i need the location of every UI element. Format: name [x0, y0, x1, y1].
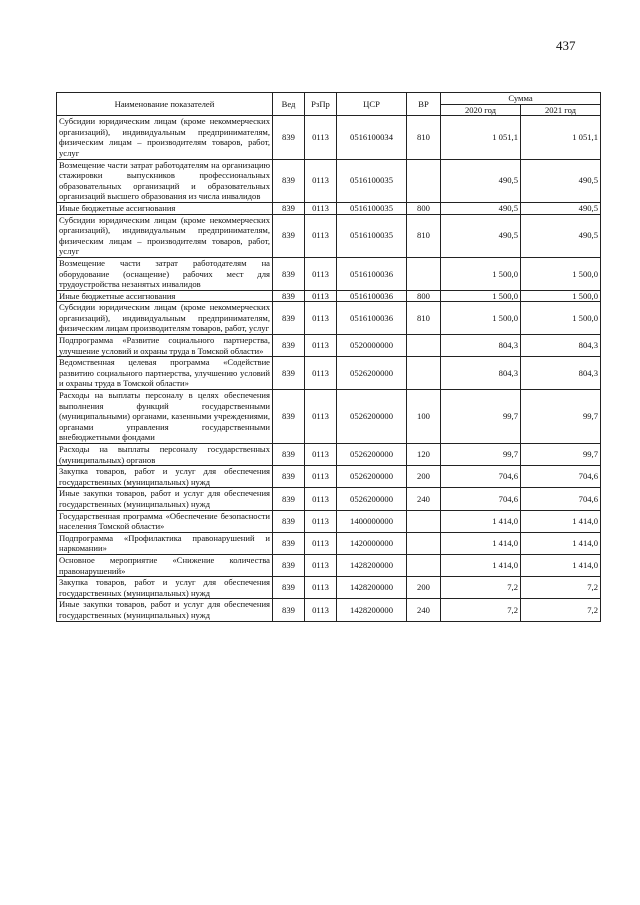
cell-2020: 1 414,0	[441, 532, 521, 554]
cell-ved: 839	[273, 257, 305, 290]
cell-2020: 99,7	[441, 390, 521, 444]
cell-csr: 0516100036	[337, 290, 407, 302]
cell-csr: 0526200000	[337, 390, 407, 444]
cell-rzpr: 0113	[305, 510, 337, 532]
cell-2021: 1 500,0	[521, 302, 601, 335]
cell-vr: 810	[407, 116, 441, 159]
cell-2020: 1 051,1	[441, 116, 521, 159]
cell-csr: 0516100035	[337, 159, 407, 202]
header-ved: Вед	[273, 93, 305, 116]
table-row	[57, 116, 601, 159]
cell-rzpr: 0113	[305, 357, 337, 390]
cell-ved: 839	[273, 335, 305, 357]
cell-name: Ведомственная целевая программа «Содействие развитию социального партнерства, улучшению условий и охраны труда в Томской области»	[57, 357, 273, 390]
cell-csr: 0516100035	[337, 202, 407, 214]
cell-2020: 804,3	[441, 357, 521, 390]
header-csr: ЦСР	[337, 93, 407, 116]
cell-rzpr: 0113	[305, 302, 337, 335]
cell-rzpr: 0113	[305, 488, 337, 510]
cell-vr: 200	[407, 577, 441, 599]
cell-2021: 1 500,0	[521, 257, 601, 290]
table-row	[57, 257, 601, 290]
cell-2020: 7,2	[441, 577, 521, 599]
cell-2020: 490,5	[441, 159, 521, 202]
cell-rzpr: 0113	[305, 290, 337, 302]
cell-csr: 1428200000	[337, 599, 407, 621]
cell-ved: 839	[273, 488, 305, 510]
cell-ved: 839	[273, 202, 305, 214]
cell-ved: 839	[273, 510, 305, 532]
cell-vr: 240	[407, 488, 441, 510]
table-row	[57, 554, 601, 576]
cell-2021: 804,3	[521, 357, 601, 390]
table-row	[57, 357, 601, 390]
cell-rzpr: 0113	[305, 554, 337, 576]
table-row	[57, 599, 601, 621]
cell-name: Закупка товаров, работ и услуг для обеспечения государственных (муниципальных) нужд	[57, 466, 273, 488]
cell-vr	[407, 257, 441, 290]
cell-rzpr: 0113	[305, 444, 337, 466]
table-row	[57, 335, 601, 357]
cell-ved: 839	[273, 290, 305, 302]
cell-2021: 490,5	[521, 202, 601, 214]
table-row	[57, 577, 601, 599]
cell-2020: 704,6	[441, 466, 521, 488]
table-row	[57, 390, 601, 444]
cell-2021: 7,2	[521, 577, 601, 599]
cell-rzpr: 0113	[305, 335, 337, 357]
cell-name: Субсидии юридическим лицам (кроме некоммерческих организаций), индивидуальным предпринимателям, физическим лицам – производителям товаров, работ, услуг	[57, 116, 273, 159]
cell-2020: 99,7	[441, 444, 521, 466]
cell-name: Государственная программа «Обеспечение безопасности населения Томской области»	[57, 510, 273, 532]
cell-vr: 800	[407, 290, 441, 302]
cell-name: Иные бюджетные ассигнования	[57, 290, 273, 302]
cell-vr	[407, 554, 441, 576]
header-name: Наименование показателей	[57, 93, 273, 116]
cell-vr: 800	[407, 202, 441, 214]
table-row	[57, 510, 601, 532]
cell-vr	[407, 159, 441, 202]
cell-2021: 1 414,0	[521, 554, 601, 576]
cell-name: Субсидии юридическим лицам (кроме некоммерческих организаций), индивидуальным предпринимателям, физическим лицам производителям товаров, работ, услуг	[57, 302, 273, 335]
cell-2020: 7,2	[441, 599, 521, 621]
cell-vr: 810	[407, 302, 441, 335]
table-row	[57, 302, 601, 335]
cell-ved: 839	[273, 159, 305, 202]
cell-name: Расходы на выплаты персоналу государственных (муниципальных) органов	[57, 444, 273, 466]
cell-ved: 839	[273, 532, 305, 554]
cell-rzpr: 0113	[305, 599, 337, 621]
cell-name: Расходы на выплаты персоналу в целях обеспечения выполнения функций государственными (муниципальными) органами, казенными учреждениями, органами управления государственными внебюджетными фондами	[57, 390, 273, 444]
cell-vr	[407, 335, 441, 357]
cell-csr: 0520000000	[337, 335, 407, 357]
table-header-row	[57, 93, 601, 105]
cell-2021: 490,5	[521, 214, 601, 257]
cell-rzpr: 0113	[305, 390, 337, 444]
cell-rzpr: 0113	[305, 532, 337, 554]
header-vr: ВР	[407, 93, 441, 116]
cell-rzpr: 0113	[305, 116, 337, 159]
cell-vr: 200	[407, 466, 441, 488]
cell-2021: 1 051,1	[521, 116, 601, 159]
cell-ved: 839	[273, 444, 305, 466]
cell-2021: 1 414,0	[521, 532, 601, 554]
budget-table	[56, 92, 601, 622]
page-number: 437	[556, 38, 576, 53]
cell-2021: 704,6	[521, 466, 601, 488]
cell-csr: 0516100036	[337, 257, 407, 290]
cell-2021: 704,6	[521, 488, 601, 510]
cell-csr: 0516100034	[337, 116, 407, 159]
cell-rzpr: 0113	[305, 202, 337, 214]
cell-rzpr: 0113	[305, 159, 337, 202]
cell-2021: 1 414,0	[521, 510, 601, 532]
table-row	[57, 159, 601, 202]
cell-vr	[407, 510, 441, 532]
cell-ved: 839	[273, 577, 305, 599]
cell-vr: 100	[407, 390, 441, 444]
cell-2021: 1 500,0	[521, 290, 601, 302]
cell-2020: 490,5	[441, 202, 521, 214]
cell-csr: 0526200000	[337, 357, 407, 390]
cell-rzpr: 0113	[305, 577, 337, 599]
cell-ved: 839	[273, 554, 305, 576]
cell-csr: 1428200000	[337, 577, 407, 599]
cell-name: Возмещение части затрат работодателям на оборудование (оснащение) рабочих мест для трудоустройства незанятых инвалидов	[57, 257, 273, 290]
table-row	[57, 290, 601, 302]
cell-csr: 0516100036	[337, 302, 407, 335]
cell-rzpr: 0113	[305, 257, 337, 290]
cell-rzpr: 0113	[305, 214, 337, 257]
cell-name: Иные бюджетные ассигнования	[57, 202, 273, 214]
cell-csr: 0526200000	[337, 488, 407, 510]
cell-2020: 804,3	[441, 335, 521, 357]
header-sum: Сумма	[441, 93, 601, 105]
table-body	[57, 116, 601, 621]
table-row	[57, 444, 601, 466]
cell-csr: 1428200000	[337, 554, 407, 576]
cell-name: Подпрограмма «Профилактика правонарушений и наркомании»	[57, 532, 273, 554]
cell-ved: 839	[273, 357, 305, 390]
cell-csr: 1400000000	[337, 510, 407, 532]
header-2021: 2021 год	[521, 104, 601, 116]
cell-name: Субсидии юридическим лицам (кроме некоммерческих организаций), индивидуальным предпринимателям, физическим лицам – производителям товаров, работ, услуг	[57, 214, 273, 257]
cell-2020: 1 414,0	[441, 510, 521, 532]
cell-ved: 839	[273, 599, 305, 621]
cell-csr: 0526200000	[337, 466, 407, 488]
cell-ved: 839	[273, 214, 305, 257]
cell-name: Подпрограмма «Развитие социального партнерства, улучшение условий и охраны труда в Томской области»	[57, 335, 273, 357]
cell-2020: 704,6	[441, 488, 521, 510]
cell-ved: 839	[273, 390, 305, 444]
cell-ved: 839	[273, 116, 305, 159]
cell-name: Иные закупки товаров, работ и услуг для обеспечения государственных (муниципальных) нужд	[57, 599, 273, 621]
cell-csr: 0516100035	[337, 214, 407, 257]
cell-2021: 804,3	[521, 335, 601, 357]
cell-name: Иные закупки товаров, работ и услуг для обеспечения государственных (муниципальных) нужд	[57, 488, 273, 510]
cell-2021: 7,2	[521, 599, 601, 621]
table-row	[57, 202, 601, 214]
table-row	[57, 488, 601, 510]
cell-2020: 1 500,0	[441, 290, 521, 302]
table-row	[57, 466, 601, 488]
cell-2020: 1 414,0	[441, 554, 521, 576]
cell-2021: 99,7	[521, 390, 601, 444]
header-rzpr: РзПр	[305, 93, 337, 116]
cell-name: Возмещение части затрат работодателям на организацию стажировки выпускников профессиональных образовательных организаций и образовательных организаций высшего образования из числа инвалидов	[57, 159, 273, 202]
cell-vr	[407, 357, 441, 390]
cell-ved: 839	[273, 302, 305, 335]
cell-2020: 1 500,0	[441, 302, 521, 335]
cell-2020: 1 500,0	[441, 257, 521, 290]
cell-name: Закупка товаров, работ и услуг для обеспечения государственных (муниципальных) нужд	[57, 577, 273, 599]
cell-csr: 1420000000	[337, 532, 407, 554]
cell-vr: 240	[407, 599, 441, 621]
cell-name: Основное мероприятие «Снижение количества правонарушений»	[57, 554, 273, 576]
header-2020: 2020 год	[441, 104, 521, 116]
cell-vr	[407, 532, 441, 554]
cell-2020: 490,5	[441, 214, 521, 257]
cell-csr: 0526200000	[337, 444, 407, 466]
table-row	[57, 214, 601, 257]
cell-ved: 839	[273, 466, 305, 488]
cell-rzpr: 0113	[305, 466, 337, 488]
table-row	[57, 532, 601, 554]
cell-2021: 490,5	[521, 159, 601, 202]
cell-2021: 99,7	[521, 444, 601, 466]
cell-vr: 810	[407, 214, 441, 257]
cell-vr: 120	[407, 444, 441, 466]
